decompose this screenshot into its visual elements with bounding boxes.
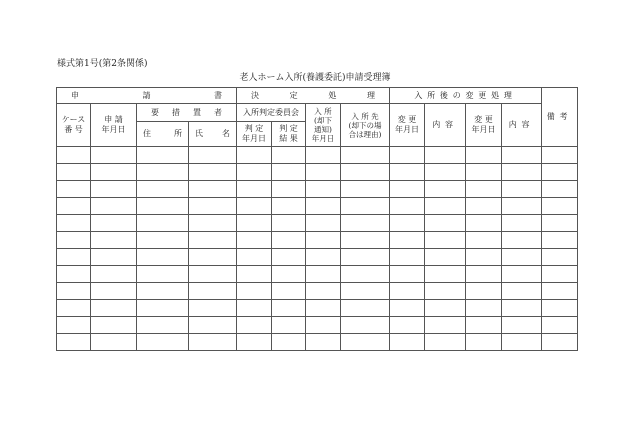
register-cell [189,334,237,351]
register-cell [425,198,466,215]
register-cell [425,181,466,198]
register-cell [272,249,306,266]
remarks-header: 備考 [542,88,578,147]
register-cell [57,283,91,300]
register-cell [91,215,137,232]
register-cell [137,283,189,300]
register-cell [137,198,189,215]
register-row [57,317,578,334]
register-cell [542,300,578,317]
register-cell [57,198,91,215]
register-row [57,266,578,283]
register-cell [341,232,390,249]
register-cell [390,147,425,164]
register-cell [341,283,390,300]
register-cell [341,198,390,215]
register-cell [237,198,272,215]
register-cell [237,249,272,266]
register-cell [57,215,91,232]
register-cell [341,181,390,198]
register-cell [189,249,237,266]
register-cell [502,215,542,232]
register-cell [390,181,425,198]
judge-result-header: 判 定 結 果 [272,122,306,147]
register-cell [237,181,272,198]
register-row [57,198,578,215]
register-cell [466,317,502,334]
register-cell [466,249,502,266]
register-cell [425,334,466,351]
register-row [57,164,578,181]
register-cell [466,300,502,317]
register-cell [189,215,237,232]
register-cell [137,317,189,334]
register-cell [341,164,390,181]
register-cell [306,317,341,334]
register-cell [189,283,237,300]
register-cell [272,232,306,249]
register-cell [189,181,237,198]
register-cell [390,266,425,283]
register-cell [306,181,341,198]
register-cell [189,232,237,249]
register-cell [542,147,578,164]
register-cell [189,147,237,164]
register-cell [502,249,542,266]
register-cell [306,283,341,300]
register-cell [542,232,578,249]
admission-place-header: 入 所 先 (却下の場 合は理由) [341,104,390,147]
name-header: 氏 名 [189,122,237,147]
register-cell [502,198,542,215]
person-header: 要 措 置 者 [137,104,237,122]
register-cell [189,164,237,181]
register-cell [306,232,341,249]
register-row [57,249,578,266]
register-cell [341,249,390,266]
register-cell [425,147,466,164]
register-cell [466,147,502,164]
register-cell [341,334,390,351]
register-cell [272,181,306,198]
register-cell [542,249,578,266]
register-cell [137,266,189,283]
change-date-header-2: 変 更 年月日 [466,104,502,147]
register-cell [390,283,425,300]
register-cell [237,283,272,300]
register-cell [466,198,502,215]
register-cell [91,300,137,317]
register-cell [466,181,502,198]
register-cell [237,147,272,164]
register-row [57,232,578,249]
application-date-header: 申 請 年月日 [91,104,137,147]
register-cell [390,334,425,351]
register-cell [137,300,189,317]
register-cell [306,249,341,266]
decision-header: 決 定 処 理 [237,88,390,104]
register-cell [91,232,137,249]
register-cell [91,164,137,181]
admission-date-header: 入 所 (却下 通知) 年月日 [306,104,341,147]
register-cell [91,249,137,266]
register-cell [306,198,341,215]
register-cell [390,300,425,317]
register-cell [306,215,341,232]
register-cell [542,266,578,283]
register-cell [57,334,91,351]
register-cell [57,232,91,249]
register-cell [341,147,390,164]
register-cell [57,300,91,317]
register-cell [189,266,237,283]
register-cell [91,181,137,198]
register-cell [390,164,425,181]
register-cell [390,317,425,334]
register-cell [306,147,341,164]
register-cell [272,317,306,334]
register-cell [237,300,272,317]
register-cell [466,334,502,351]
register-cell [542,317,578,334]
register-cell [272,300,306,317]
register-cell [390,249,425,266]
register-cell [272,334,306,351]
register-cell [91,283,137,300]
register-cell [341,300,390,317]
change-date-header-1: 変 更 年月日 [390,104,425,147]
register-cell [57,181,91,198]
register-cell [137,164,189,181]
register-cell [502,266,542,283]
register-cell [91,198,137,215]
register-cell [57,317,91,334]
changes-header: 入所後の変更処理 [390,88,542,104]
judge-date-header: 判 定 年月日 [237,122,272,147]
form-number: 様式第1号(第2条関係) [57,59,148,69]
content-header-2: 内容 [502,104,542,147]
register-cell [237,266,272,283]
register-cell [502,164,542,181]
register-cell [189,198,237,215]
register-cell [91,317,137,334]
register-cell [272,198,306,215]
register-cell [57,164,91,181]
register-cell [502,317,542,334]
register-cell [542,198,578,215]
register-cell [57,266,91,283]
register-cell [502,334,542,351]
register-row [57,300,578,317]
register-cell [237,334,272,351]
register-cell [390,215,425,232]
register-row [57,215,578,232]
register-cell [502,181,542,198]
register-cell [425,300,466,317]
register-cell [466,266,502,283]
application-header: 申 請 書 [57,88,237,104]
register-cell [390,198,425,215]
register-cell [502,147,542,164]
register-cell [306,334,341,351]
register-cell [425,232,466,249]
register-cell [272,215,306,232]
register-cell [425,266,466,283]
register-cell [466,164,502,181]
content-header-1: 内容 [425,104,466,147]
register-cell [542,164,578,181]
register-cell [425,215,466,232]
register-cell [542,334,578,351]
document-title: 老人ホーム入所(養護委託)申請受理簿 [239,73,391,83]
case-number-header: ケース 番 号 [57,104,91,147]
address-header: 住 所 [137,122,189,147]
register-cell [466,283,502,300]
register-cell [306,266,341,283]
register-cell [237,317,272,334]
register-cell [137,334,189,351]
register-cell [237,215,272,232]
register-cell [306,300,341,317]
register-cell [91,147,137,164]
register-cell [502,232,542,249]
register-cell [57,147,91,164]
register-cell [57,249,91,266]
register-cell [502,283,542,300]
register-cell [137,249,189,266]
register-cell [237,232,272,249]
register-cell [91,334,137,351]
register-cell [189,300,237,317]
register-cell [542,181,578,198]
register-cell [272,266,306,283]
committee-header: 入所判定委員会 [237,104,306,122]
register-cell [272,283,306,300]
register-row [57,283,578,300]
register-cell [306,164,341,181]
register-cell [425,317,466,334]
register-cell [341,317,390,334]
register-cell [341,215,390,232]
register-cell [189,317,237,334]
register-cell [137,147,189,164]
register-cell [237,164,272,181]
register-cell [502,300,542,317]
register-cell [272,164,306,181]
register-cell [466,215,502,232]
register-cell [542,283,578,300]
register-table [56,87,578,351]
register-cell [425,249,466,266]
register-row [57,334,578,351]
register-cell [272,147,306,164]
register-cell [137,215,189,232]
register-cell [91,266,137,283]
register-cell [425,164,466,181]
register-cell [425,283,466,300]
register-cell [341,266,390,283]
register-row [57,147,578,164]
register-cell [466,232,502,249]
register-cell [137,181,189,198]
register-cell [390,232,425,249]
register-cell [542,215,578,232]
register-row [57,181,578,198]
register-cell [137,232,189,249]
